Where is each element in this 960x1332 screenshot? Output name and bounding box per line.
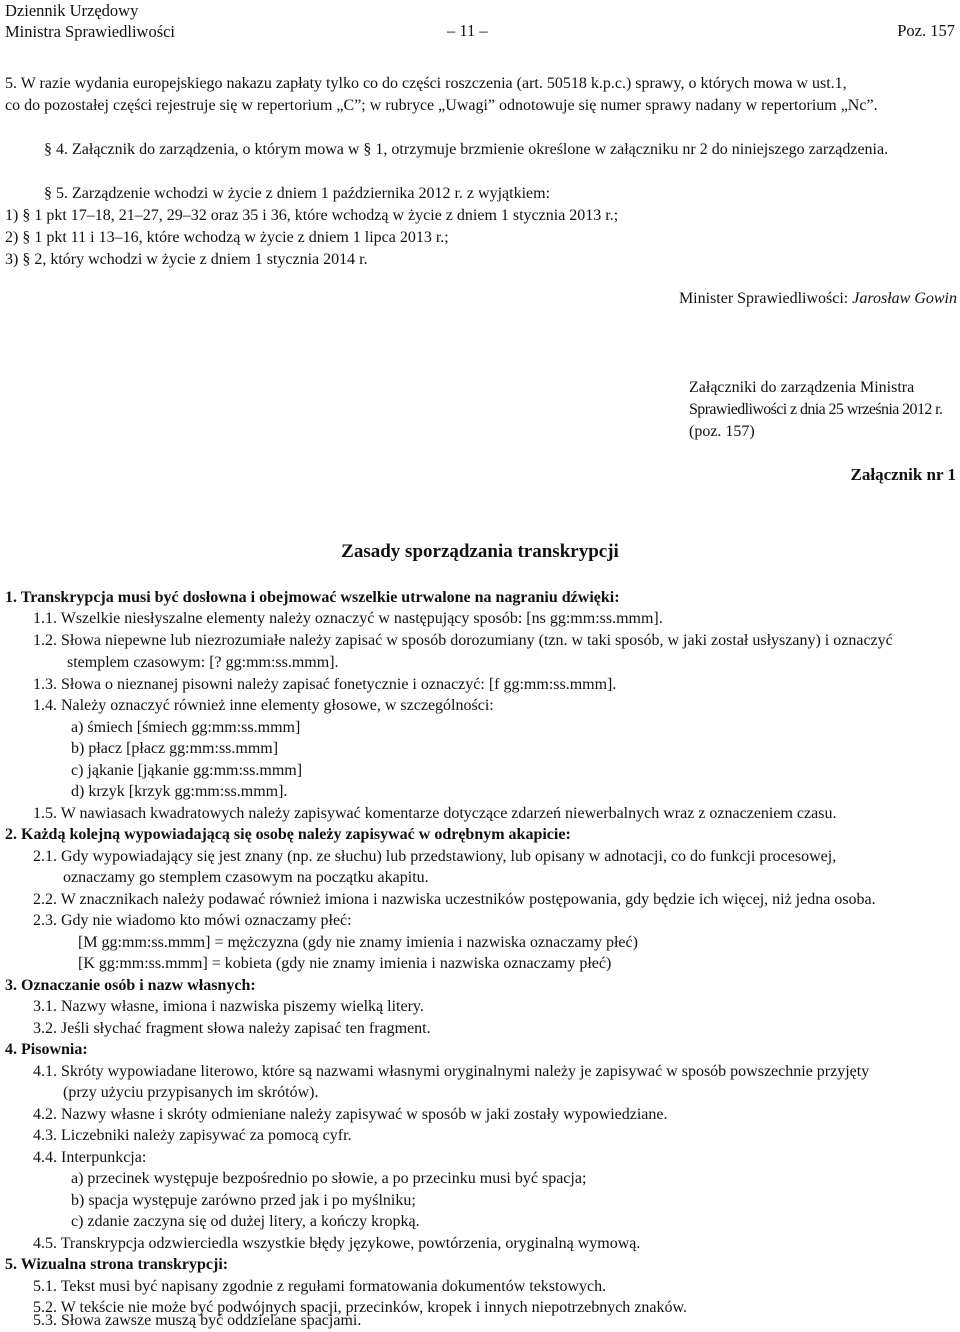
- rule-section-2: 2. Każdą kolejną wypowiadającą się osobę należy zapisywać w odrębnym akapicie:: [5, 826, 571, 843]
- rule-5-2: 5.2. W tekście nie może być podwójnych spacji, przecinków, kropek i innych niepotrzebnych znaków.: [33, 1299, 688, 1316]
- section-5-item-3: 3) § 2, który wchodzi w życie z dniem 1 stycznia 2014 r.: [5, 251, 368, 268]
- annex-ref-line-3: (poz. 157): [689, 423, 755, 440]
- rule-1-5: 1.5. W nawiasach kwadratowych należy zapisywać komentarze dotyczące zdarzeń niewerbalnych wraz z oznaczeniem czasu.: [33, 805, 837, 822]
- rule-1-4-item-a: a) śmiech [śmiech gg:mm:ss.mmm]: [71, 719, 301, 736]
- rule-5-1: 5.1. Tekst musi być napisany zgodnie z regułami formatowania dokumentów tekstowych.: [33, 1278, 607, 1295]
- rule-3-2: 3.2. Jeśli słychać fragment słowa należy zapisać ten fragment.: [33, 1020, 431, 1037]
- page-number: – 11 –: [447, 21, 488, 40]
- rule-4-4-item-c: c) zdanie zaczyna się od dużej litery, a kończy kropką.: [71, 1213, 420, 1230]
- section-5: § 5. Zarządzenie wchodzi w życie z dniem 1 października 2012 r. z wyjątkiem:: [44, 185, 551, 202]
- annex-ref-line-2: Sprawiedliwości z dnia 25 września 2012 r.: [689, 401, 943, 418]
- rule-2-3-item-k: [K gg:mm:ss.mmm] = kobieta (gdy nie znamy imienia i nazwiska oznaczamy płeć): [78, 955, 612, 972]
- rule-1-3: 1.3. Słowa o nieznanej pisowni należy zapisać fonetycznie i oznaczyć: [f gg:mm:ss.mmm].: [33, 676, 617, 693]
- rule-2-3: 2.3. Gdy nie wiadomo kto mówi oznaczamy płeć:: [33, 912, 352, 929]
- rule-section-1: 1. Transkrypcja musi być dosłowna i obejmować wszelkie utrwalone na nagraniu dźwięki:: [5, 589, 620, 606]
- rule-section-5: 5. Wizualna strona transkrypcji:: [5, 1256, 229, 1273]
- position-number: Poz. 157: [897, 21, 955, 40]
- ministry-name: Ministra Sprawiedliwości: [5, 22, 176, 41]
- paragraph-5-line-2: co do pozostałej części rejestruje się w repertorium „C”; w rubryce „Uwagi” odnotowuje się numer sprawy nadany w repertorium „Nc”.: [5, 97, 878, 114]
- rule-4-3: 4.3. Liczebniki należy zapisywać za pomocą cyfr.: [33, 1127, 352, 1144]
- rule-4-1-line-2: (przy użyciu przypisanych im skrótów).: [63, 1084, 319, 1101]
- rule-2-1-line-2: oznaczamy go stemplem czasowym na początku akapitu.: [63, 869, 429, 886]
- rule-1-2-line-1: 1.2. Słowa niepewne lub niezrozumiałe należy zapisać w sposób dorozumiany (tzn. w taki sposób, w jaki został usłyszany) i oznaczyć: [33, 632, 893, 649]
- rule-4-4-item-a: a) przecinek występuje bezpośrednio po słowie, a po przecinku musi być spacja;: [71, 1170, 587, 1187]
- rule-1-1: 1.1. Wszelkie niesłyszalne elementy należy oznaczyć w następujący sposób: [ns gg:mm:ss.mmm].: [33, 610, 663, 627]
- rule-4-2: 4.2. Nazwy własne i skróty odmieniane należy zapisywać w sposób w jaki zostały wypowiedziane.: [33, 1106, 668, 1123]
- rule-2-2: 2.2. W znacznikach należy podawać również imiona i nazwiska uczestników postępowania, gdy będzie ich więcej, niż jedna osoba.: [33, 891, 876, 908]
- rule-section-3: 3. Oznaczanie osób i nazw własnych:: [5, 977, 256, 994]
- rule-1-2-line-2: stemplem czasowym: [? gg:mm:ss.mmm].: [67, 654, 339, 671]
- section-5-item-1: 1) § 1 pkt 17–18, 21–27, 29–32 oraz 35 i 36, które wchodzą w życie z dniem 1 stycznia 2013 r.;: [5, 207, 619, 224]
- journal-title: Dziennik Urzędowy: [5, 1, 139, 20]
- minister-signature: [679, 288, 957, 309]
- rule-4-4: 4.4. Interpunkcja:: [33, 1149, 147, 1166]
- signature-name: Jarosław Gowin: [852, 290, 957, 307]
- document-title: Zasady sporządzania transkrypcji: [341, 541, 619, 562]
- rule-1-4-item-b: b) płacz [płacz gg:mm:ss.mmm]: [71, 740, 279, 757]
- rule-3-1: 3.1. Nazwy własne, imiona i nazwiska piszemy wielką litery.: [33, 998, 424, 1015]
- rule-1-4-item-d: d) krzyk [krzyk gg:mm:ss.mmm].: [71, 783, 288, 800]
- signature-role: Minister Sprawiedliwości:: [678, 290, 853, 307]
- page-header-left: [5, 0, 175, 42]
- rule-4-4-item-b: b) spacja występuje zarówno przed jak i po myślniku;: [71, 1192, 416, 1209]
- annex-ref-line-1: Załączniki do zarządzenia Ministra: [689, 379, 915, 396]
- rule-2-3-item-m: [M gg:mm:ss.mmm] = mężczyzna (gdy nie znamy imienia i nazwiska oznaczamy płeć): [78, 934, 638, 951]
- rule-5-3: 5.3. Słowa zawsze muszą być oddzielane spacjami.: [33, 1312, 362, 1329]
- section-4: § 4. Załącznik do zarządzenia, o którym mowa w § 1, otrzymuje brzmienie określone w załączniku nr 2 do niniejszego zarządzenia.: [44, 141, 889, 158]
- rule-4-5: 4.5. Transkrypcja odzwierciedla wszystkie błędy językowe, powtórzenia, oryginalną wymową.: [33, 1235, 641, 1252]
- rule-1-4: 1.4. Należy oznaczyć również inne elementy głosowe, w szczególności:: [33, 697, 494, 714]
- rule-section-4: 4. Pisownia:: [5, 1041, 88, 1058]
- rule-4-1-line-1: 4.1. Skróty wypowiadane literowo, które są nazwami własnymi oryginalnymi należy je zapisywać w sposób powszechnie przyjęty: [33, 1063, 870, 1080]
- section-5-item-2: 2) § 1 pkt 11 i 13–16, które wchodzą w życie z dniem 1 lipca 2013 r.;: [5, 229, 449, 246]
- annex-label: Załącznik nr 1: [850, 465, 956, 484]
- paragraph-5-line-1: 5. W razie wydania europejskiego nakazu zapłaty tylko co do części roszczenia (art. 50518 k.p.c.) sprawy, o których mowa w ust.1,: [5, 75, 847, 92]
- rule-2-1-line-1: 2.1. Gdy wypowiadający się jest znany (np. ze słuchu) lub przedstawiony, lub opisany w adnotacji, co do funkcji procesowej,: [33, 848, 837, 865]
- rule-1-4-item-c: c) jąkanie [jąkanie gg:mm:ss.mmm]: [71, 762, 303, 779]
